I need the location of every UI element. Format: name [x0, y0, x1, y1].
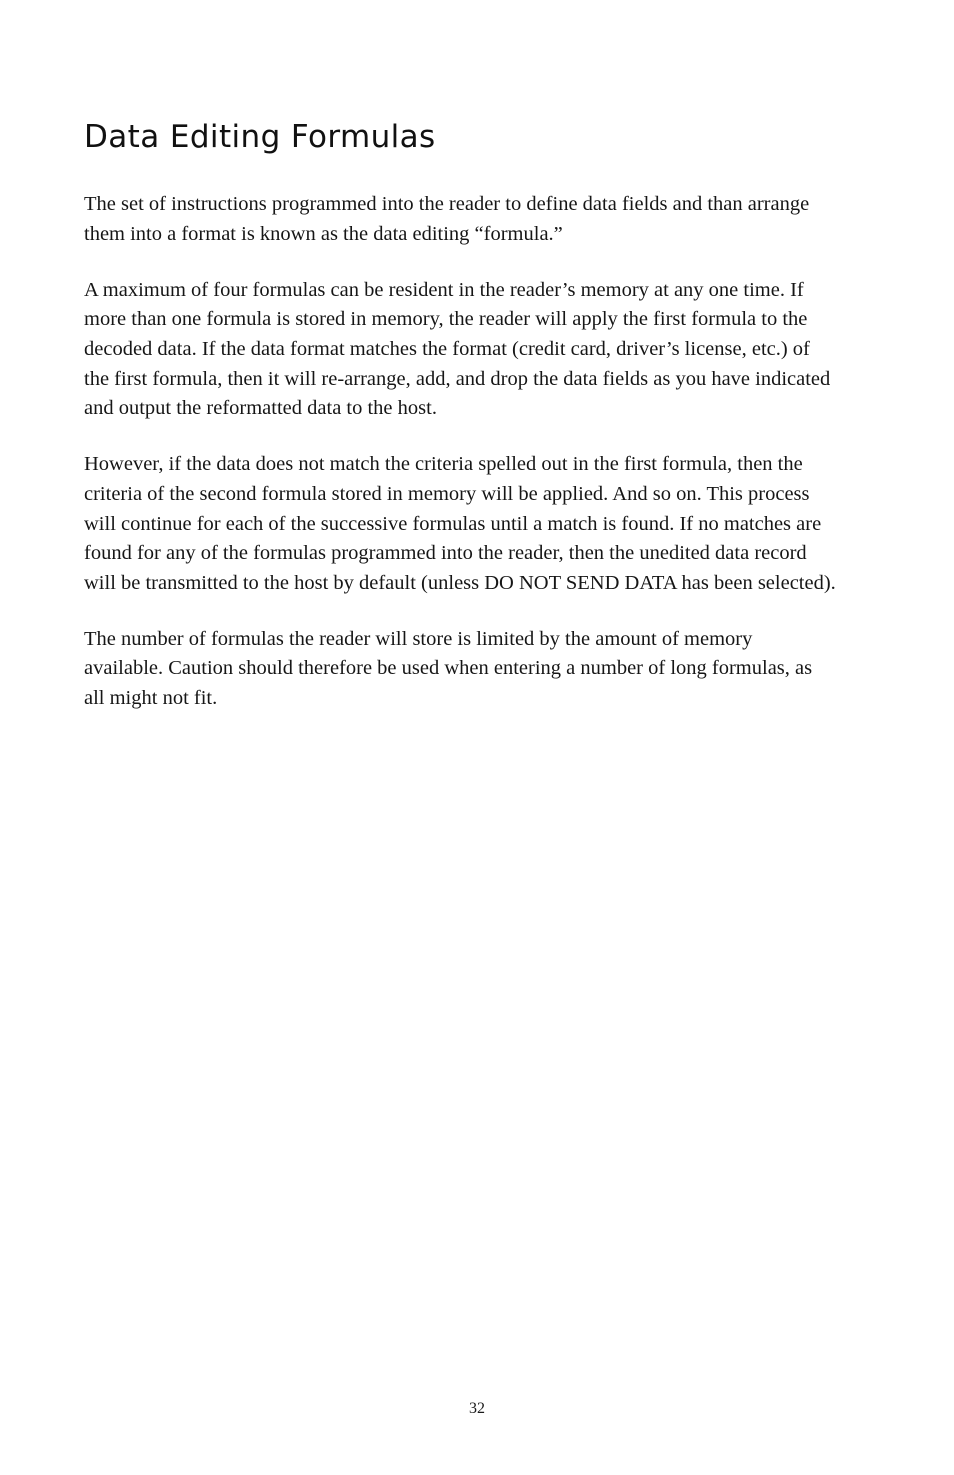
- page-title: Data Editing Formulas: [84, 119, 436, 155]
- body-paragraph-1: The set of instructions programmed into the reader to define data fields and than arrange them into a format is known as the data editing “formula.”: [84, 193, 810, 245]
- page-content: [84, 120, 844, 714]
- body-paragraph-2: A maximum of four formulas can be resident in the reader’s memory at any one time. If more than one formula is stored in memory, the reader will apply the first formula to the decoded data. If the data format matches the format (credit card, driver’s license, etc.) of the first formula, then it will re-arrange, add, and drop the data fields as you have indicated and output the reformatted data to the host.: [84, 278, 831, 420]
- body-paragraph-4: The number of formulas the reader will store is limited by the amount of memory available. Caution should therefore be used when entering a number of long formulas, as all might not fit.: [84, 627, 813, 710]
- page-number: 32: [469, 1400, 485, 1417]
- body-paragraph-3: However, if the data does not match the criteria spelled out in the first formula, then the criteria of the second formula stored in memory will be applied. And so on. This process will continue for each of the successive formulas until a match is found. If no matches are found for any of the formulas programmed into the reader, then the unedited data record will be transmitted to the host by default (unless DO NOT SEND DATA has been selected).: [84, 453, 836, 594]
